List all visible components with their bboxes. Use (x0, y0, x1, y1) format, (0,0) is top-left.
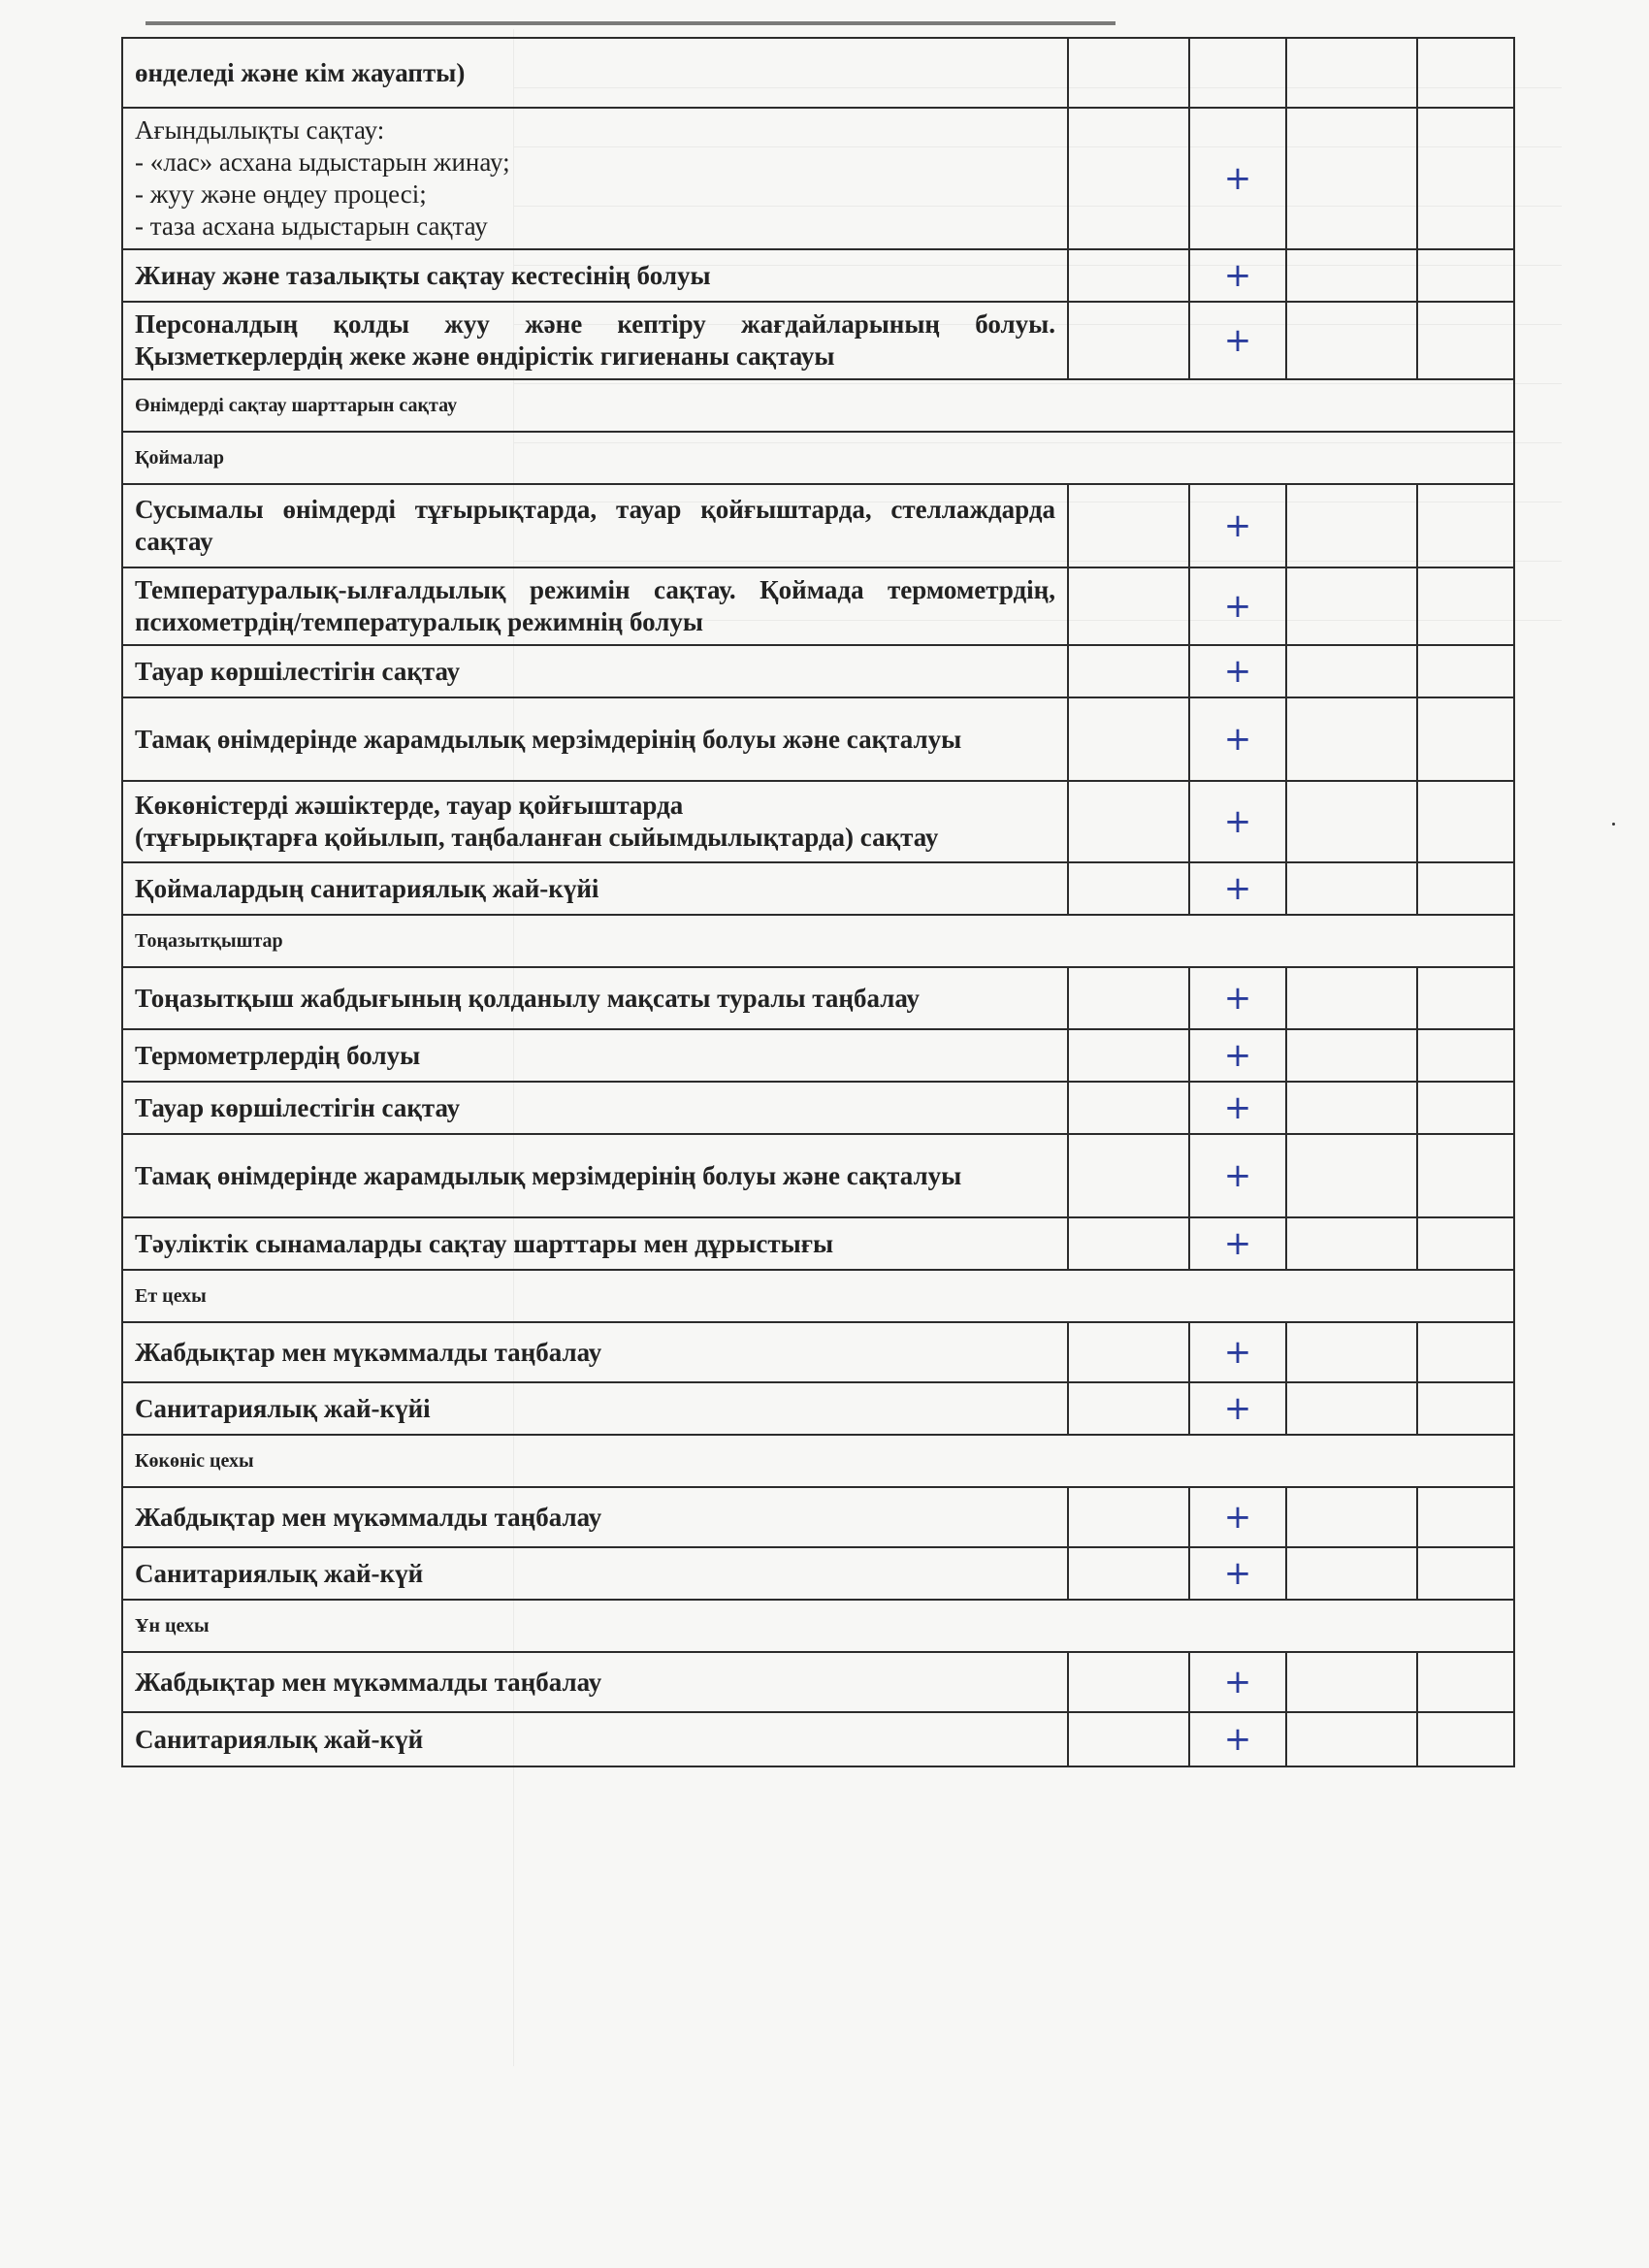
requirement-text: Санитариялық жай-күйі (122, 1382, 1068, 1435)
empty-cell (1286, 1322, 1417, 1382)
compliance-mark: + (1189, 1487, 1286, 1547)
checklist-row (122, 967, 1514, 1029)
checklist-row (122, 1382, 1514, 1435)
empty-cell (1417, 1547, 1514, 1600)
empty-cell (1068, 38, 1189, 108)
empty-cell (1068, 567, 1189, 645)
section-heading: Өнімдерді сақтау шарттарын сақтау (122, 379, 1514, 432)
requirement-text: Сусымалы өнімдерді тұғырықтарда, тауар қойғыштарда, стеллаждарда сақтау (122, 484, 1068, 567)
compliance-mark: + (1189, 1652, 1286, 1712)
empty-cell (1068, 697, 1189, 781)
empty-cell (1068, 1547, 1189, 1600)
empty-cell (1286, 1382, 1417, 1435)
empty-cell (1068, 1652, 1189, 1712)
requirement-line: Көкөністерді жәшіктерде, тауар қойғыштарда (135, 791, 684, 820)
empty-cell (1286, 1082, 1417, 1134)
compliance-mark: + (1189, 862, 1286, 915)
compliance-mark: + (1189, 967, 1286, 1029)
requirement-line: Ағындылықты сақтау: (135, 115, 385, 145)
empty-cell (1286, 1652, 1417, 1712)
empty-cell (1068, 249, 1189, 302)
requirement-text: өнделеді және кім жауапты) (122, 38, 1068, 108)
requirement-text: Тәуліктік сынамаларды сақтау шарттары мен дұрыстығы (122, 1217, 1068, 1270)
empty-cell (1417, 1712, 1514, 1766)
compliance-mark: + (1189, 645, 1286, 697)
checklist-row (122, 1487, 1514, 1547)
scan-top-edge (146, 21, 1116, 25)
empty-cell (1068, 1082, 1189, 1134)
empty-cell (1286, 967, 1417, 1029)
compliance-mark (1189, 38, 1286, 108)
compliance-mark: + (1189, 1547, 1286, 1600)
section-heading: Көкөніс цехы (122, 1435, 1514, 1487)
checklist-row (122, 1547, 1514, 1600)
empty-cell (1286, 1134, 1417, 1217)
requirement-text (122, 108, 1068, 249)
empty-cell (1068, 1382, 1189, 1435)
empty-cell (1068, 302, 1189, 379)
requirement-text: Санитариялық жай-күй (122, 1547, 1068, 1600)
empty-cell (1286, 302, 1417, 379)
checklist-row (122, 1217, 1514, 1270)
compliance-mark: + (1189, 108, 1286, 249)
empty-cell (1417, 484, 1514, 567)
empty-cell (1286, 1712, 1417, 1766)
checklist-row (122, 1712, 1514, 1766)
section-heading: Ұн цехы (122, 1600, 1514, 1652)
checklist-row (122, 249, 1514, 302)
empty-cell (1068, 1029, 1189, 1082)
empty-cell (1286, 1487, 1417, 1547)
requirement-text: Тамақ өнімдерінде жарамдылық мерзімдерінің болуы және сақталуы (122, 1134, 1068, 1217)
checklist-row (122, 38, 1514, 108)
requirement-line: (тұғырықтарға қойылып, таңбаланған сыйымдылықтарда) сақтау (135, 823, 939, 852)
empty-cell (1286, 697, 1417, 781)
requirement-text (122, 781, 1068, 862)
requirement-line: - «лас» асхана ыдыстарын жинау; (135, 147, 510, 177)
requirement-text: Жабдықтар мен мүкәммалды таңбалау (122, 1322, 1068, 1382)
checklist-row (122, 781, 1514, 862)
requirement-text: Тауар көршілестігін сақтау (122, 645, 1068, 697)
section-row (122, 915, 1514, 967)
empty-cell (1417, 567, 1514, 645)
empty-cell (1417, 1134, 1514, 1217)
empty-cell (1417, 249, 1514, 302)
section-heading: Тоңазытқыштар (122, 915, 1514, 967)
requirement-text: Жабдықтар мен мүкәммалды таңбалау (122, 1652, 1068, 1712)
empty-cell (1286, 781, 1417, 862)
section-row (122, 1435, 1514, 1487)
empty-cell (1286, 484, 1417, 567)
checklist-row (122, 862, 1514, 915)
compliance-mark: + (1189, 1217, 1286, 1270)
empty-cell (1068, 1217, 1189, 1270)
empty-cell (1417, 1029, 1514, 1082)
empty-cell (1286, 38, 1417, 108)
checklist-row (122, 1652, 1514, 1712)
requirement-text: Санитариялық жай-күй (122, 1712, 1068, 1766)
empty-cell (1068, 1134, 1189, 1217)
section-row (122, 432, 1514, 484)
empty-cell (1417, 108, 1514, 249)
checklist-row (122, 1029, 1514, 1082)
empty-cell (1417, 1652, 1514, 1712)
compliance-mark: + (1189, 1082, 1286, 1134)
empty-cell (1417, 1487, 1514, 1547)
empty-cell (1417, 1082, 1514, 1134)
checklist-row (122, 1134, 1514, 1217)
empty-cell (1417, 302, 1514, 379)
empty-cell (1286, 567, 1417, 645)
empty-cell (1068, 1322, 1189, 1382)
compliance-mark: + (1189, 1712, 1286, 1766)
empty-cell (1417, 781, 1514, 862)
checklist-row (122, 108, 1514, 249)
section-row (122, 1600, 1514, 1652)
requirement-text: Термометрлердің болуы (122, 1029, 1068, 1082)
empty-cell (1068, 862, 1189, 915)
checklist-row (122, 1082, 1514, 1134)
empty-cell (1417, 862, 1514, 915)
checklist-row (122, 484, 1514, 567)
empty-cell (1068, 1712, 1189, 1766)
compliance-mark: + (1189, 249, 1286, 302)
compliance-mark: + (1189, 1322, 1286, 1382)
empty-cell (1286, 108, 1417, 249)
compliance-mark: + (1189, 567, 1286, 645)
compliance-mark: + (1189, 697, 1286, 781)
compliance-mark: + (1189, 302, 1286, 379)
empty-cell (1286, 645, 1417, 697)
checklist-row (122, 1322, 1514, 1382)
section-row (122, 1270, 1514, 1322)
requirement-text: Тауар көршілестігін сақтау (122, 1082, 1068, 1134)
requirement-text: Тамақ өнімдерінде жарамдылық мерзімдерінің болуы және сақталуы (122, 697, 1068, 781)
checklist-table (121, 37, 1515, 1767)
checklist-row (122, 302, 1514, 379)
empty-cell (1286, 249, 1417, 302)
requirement-text: Температуралық-ылғалдылық режимін сақтау. Қоймада термометрдің, психометрдің/температуралық режимнің болуы (122, 567, 1068, 645)
checklist-row (122, 567, 1514, 645)
empty-cell (1068, 108, 1189, 249)
requirement-text: Қоймалардың санитариялық жай-күйі (122, 862, 1068, 915)
empty-cell (1068, 645, 1189, 697)
section-heading: Ет цехы (122, 1270, 1514, 1322)
empty-cell (1068, 1487, 1189, 1547)
scan-speck (1612, 823, 1615, 826)
empty-cell (1417, 697, 1514, 781)
empty-cell (1417, 645, 1514, 697)
requirement-line: - жуу және өңдеу процесі; (135, 179, 427, 209)
requirement-text: Тоңазытқыш жабдығының қолданылу мақсаты туралы таңбалау (122, 967, 1068, 1029)
empty-cell (1417, 967, 1514, 1029)
empty-cell (1286, 862, 1417, 915)
compliance-mark: + (1189, 1382, 1286, 1435)
empty-cell (1068, 484, 1189, 567)
empty-cell (1286, 1029, 1417, 1082)
compliance-mark: + (1189, 484, 1286, 567)
section-heading: Қоймалар (122, 432, 1514, 484)
empty-cell (1417, 1382, 1514, 1435)
requirement-text: Персоналдың қолды жуу және кептіру жағдайларының болуы. Қызметкерлердің жеке және өндірістік гигиенаны сақтауы (122, 302, 1068, 379)
checklist-row (122, 645, 1514, 697)
requirement-text: Жинау және тазалықты сақтау кестесінің болуы (122, 249, 1068, 302)
compliance-mark: + (1189, 1134, 1286, 1217)
empty-cell (1417, 38, 1514, 108)
empty-cell (1417, 1217, 1514, 1270)
empty-cell (1286, 1217, 1417, 1270)
requirement-line: - таза асхана ыдыстарын сақтау (135, 211, 488, 241)
compliance-mark: + (1189, 781, 1286, 862)
empty-cell (1068, 781, 1189, 862)
section-row (122, 379, 1514, 432)
compliance-mark: + (1189, 1029, 1286, 1082)
empty-cell (1286, 1547, 1417, 1600)
checklist-row (122, 697, 1514, 781)
requirement-text: Жабдықтар мен мүкәммалды таңбалау (122, 1487, 1068, 1547)
empty-cell (1417, 1322, 1514, 1382)
empty-cell (1068, 967, 1189, 1029)
